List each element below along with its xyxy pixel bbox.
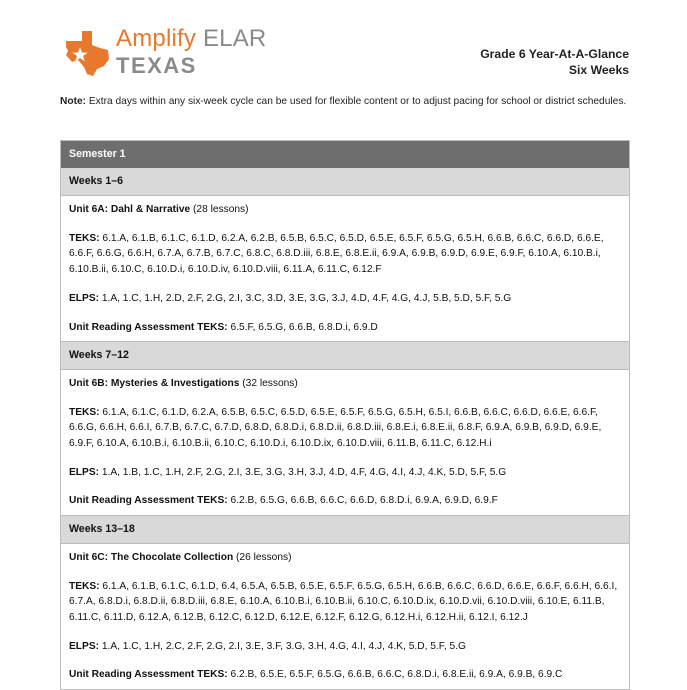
unit-reading-assessment: Unit Reading Assessment TEKS: 6.2.B, 6.5.E, 6.5.F, 6.5.G, 6.6.B, 6.6.C, 6.8.D.i, 6.8.E.ii, 6.9.A, 6.9.B, 6.9.C [69,669,563,681]
unit-cell [61,370,629,516]
year-at-a-glance-table [60,140,630,690]
note-text: Extra days within any six-week cycle can be used for flexible content or to adjust pacing for school or district schedules. [88,96,627,107]
weeks-header: Weeks 13–18 [61,516,629,544]
logo-brand-text: Amplify ELAR [116,25,267,52]
teks-list: TEKS: 6.1.A, 6.1.B, 6.1.C, 6.1.D, 6.4, 6.5.A, 6.5.B, 6.5.E, 6.5.F, 6.5.G, 6.5.H, 6.6.B, 6.6.C, 6.6.D, 6.6.E, 6.6.F, 6.6.H, 6.6.I, 6.7.A, 6.8.D.i, 6.8.D.ii, 6.8.D.iii, 6.8.E, 6.10.A, 6.10.B.i, 6.10.B.ii, 6.10.C, 6.10.D.ix, 6.10.D.vii, 6.10.D.viii, 6.10.E, 6.11.B, 6.11.C, 6.11.D, 6.12.A, 6.12.B, 6.12.C, 6.12.D, 6.12.E, 6.12.F, 6.12.G, 6.12.H.i, 6.12.H.ii, 6.12.I, 6.12.J [69,580,618,623]
unit-title: Unit 6B: Mysteries & Investigations (32 lessons) [69,377,298,389]
texas-star-icon [62,29,112,77]
note-label: Note: [60,96,87,107]
page-header [0,0,687,90]
amplify-logo [62,25,292,81]
unit-title: Unit 6A: Dahl & Narrative (28 lessons) [69,204,249,215]
semester-header: Semester 1 [61,141,629,168]
weeks-header: Weeks 7–12 [61,342,629,370]
elps-list: ELPS: 1.A, 1.C, 1.H, 2.C, 2.F, 2.G, 2.I, 3.E, 3.F, 3.G, 3.H, 4.G, 4.I, 4.J, 4.K, 5.D, 5.F, 5.G [69,640,466,652]
logo-state-text: TEXAS [116,53,197,78]
teks-list: TEKS: 6.1.A, 6.1.C, 6.1.D, 6.2.A, 6.5.B, 6.5.C, 6.5.D, 6.5.E, 6.5.F, 6.5.G, 6.5.H, 6.5.I, 6.6.B, 6.6.C, 6.6.D, 6.6.E, 6.6.F, 6.6.G, 6.6.H, 6.6.I, 6.7.B, 6.7.C, 6.7.D, 6.8.D, 6.8.D.i, 6.8.D.ii, 6.8.D.iii, 6.8.E.i, 6.8.E.ii, 6.8.F, 6.9.A, 6.9.B, 6.9.D, 6.9.E, 6.9.F, 6.10.A, 6.10.B.i, 6.10.B.ii, 6.10.C, 6.10.D.i, 6.10.D.ix, 6.10.D.viii, 6.11.B, 6.11.C, 6.12.H.i [69,406,602,449]
teks-list: TEKS: 6.1.A, 6.1.B, 6.1.C, 6.1.D, 6.2.A, 6.2.B, 6.5.B, 6.5.C, 6.5.D, 6.5.E, 6.5.F, 6.5.G, 6.5.H, 6.6.B, 6.6.C, 6.6.D, 6.6.E, 6.6.F, 6.6.G, 6.6.H, 6.7.A, 6.7.B, 6.7.C, 6.8.C, 6.8.D.iii, 6.8.E, 6.8.E.ii, 6.9.A, 6.9.B, 6.9.D, 6.9.E, 6.9.F, 6.10.A, 6.10.B.i, 6.10.B.ii, 6.10.C, 6.10.D.i, 6.10.D.iv, 6.10.D.viii, 6.11.A, 6.11.C, 6.12.F [69,232,604,275]
pacing-note [60,94,630,109]
document-title [480,46,629,78]
unit-cell [61,196,629,342]
title-line-1: Grade 6 Year-At-A-Glance [480,47,629,61]
unit-reading-assessment: Unit Reading Assessment TEKS: 6.2.B, 6.5.G, 6.6.B, 6.6.C, 6.6.D, 6.8.D.i, 6.9.A, 6.9.D, 6.9.F [69,495,498,507]
weeks-header: Weeks 1–6 [61,168,629,196]
title-line-2: Six Weeks [568,63,629,77]
unit-reading-assessment: Unit Reading Assessment TEKS: 6.5.F, 6.5.G, 6.6.B, 6.8.D.i, 6.9.D [69,321,378,333]
unit-title: Unit 6C: The Chocolate Collection (26 lessons) [69,551,292,563]
elps-list: ELPS: 1.A, 1.B, 1.C, 1.H, 2.F, 2.G, 2.I, 3.E, 3.G, 3.H, 3.J, 4.D, 4.F, 4.G, 4.I, 4.J, 4.K, 5.D, 5.F, 5.G [69,466,507,478]
unit-cell [61,544,629,690]
elps-list: ELPS: 1.A, 1.C, 1.H, 2.D, 2.F, 2.G, 2.I, 3.C, 3.D, 3.E, 3.G, 3.J, 4.D, 4.F, 4.G, 4.J, 5.B, 5.D, 5.F, 5.G [69,292,512,304]
